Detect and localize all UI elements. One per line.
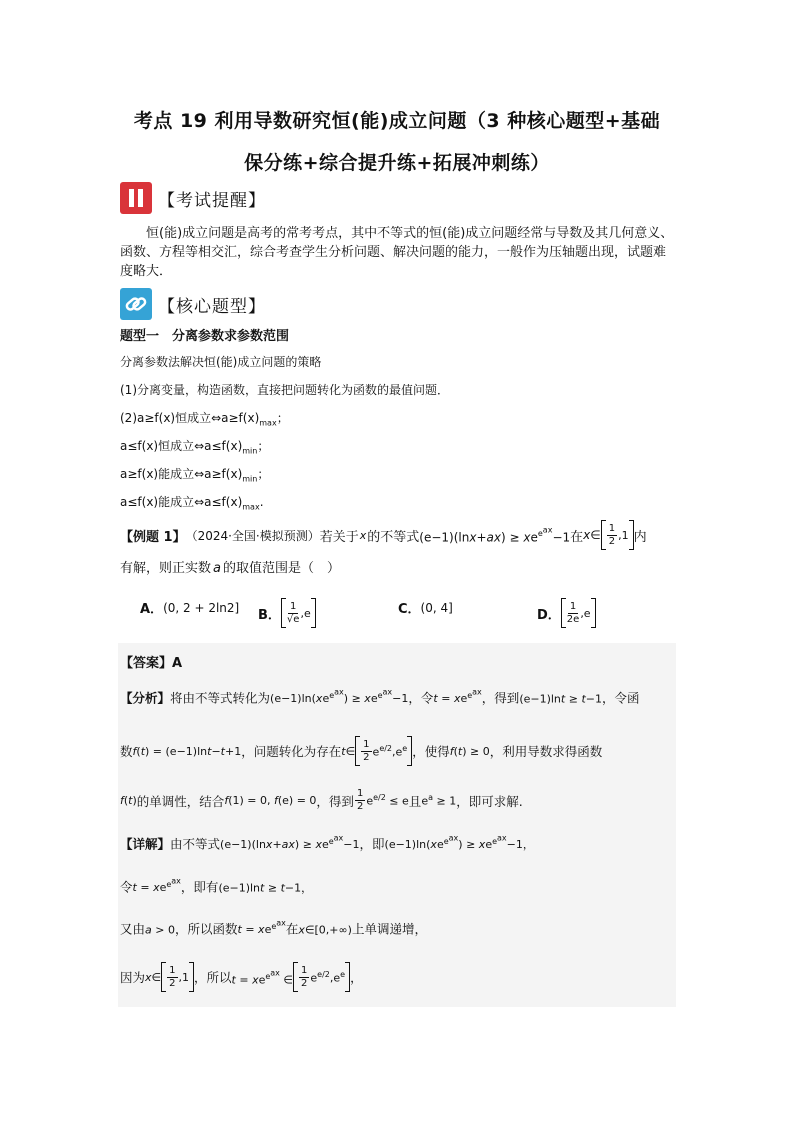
detail-t8: 上单调递增， (351, 921, 427, 937)
detail-t1: 由不等式 (170, 836, 221, 852)
pause-bars-icon (120, 182, 152, 214)
q1c: 在 (570, 529, 584, 545)
strategy-step-1: (1)分离变量，构造函数，直接把问题转化为函数的最值问题． (120, 383, 450, 397)
analysis-line-2: 数 f(t) = (e−1)lnt−t+1 ，问题转化为存在 t∈ $\frac{1}{2}$ $e^{e/2},e^e$ ，使得 f(t) ≥ 0 ，利用导数求得函数 (120, 736, 680, 766)
detail-t3: 令 (120, 879, 133, 895)
option-c[interactable] (398, 598, 453, 617)
example-question-line-2: 有解，则正实数 a 的取值范围是（ ） (120, 561, 340, 576)
step5-sub: max (242, 502, 260, 512)
analysis-t11: 且 (408, 793, 422, 809)
chain-link-icon (120, 288, 152, 320)
analysis-label: 【分析】 (120, 690, 171, 706)
option-b[interactable]: B． $\frac{1}{√e}$ ,e (258, 598, 316, 628)
step5-text: a≤f(x)能成立⇔a≤f(x) (120, 495, 243, 509)
analysis-t7: ，使得 (412, 744, 450, 759)
q1d: 内 (633, 529, 647, 545)
step2-text: (2)a≥f(x)恒成立⇔a≥f(x) (120, 411, 260, 425)
option-a-label: A． (140, 602, 164, 617)
analysis-t12: ，即可求解. (456, 793, 523, 809)
analysis-t2: ，令 (408, 690, 434, 706)
example-source: （2024·全国·模拟预测） (185, 528, 320, 543)
step2-semi: ； (276, 411, 289, 425)
detail-t2: ，即 (359, 836, 385, 852)
step5-dot: . (259, 495, 264, 509)
analysis-t1: 将由不等式转化为 (170, 690, 271, 706)
option-b-label: B． (258, 607, 281, 623)
strategy-title: 分离参数法解决恒(能)成立问题的策略 (120, 355, 322, 369)
option-c-label: C． (398, 602, 421, 617)
step3-text: a≤f(x)恒成立⇔a≤f(x) (120, 439, 243, 453)
option-a[interactable] (140, 598, 239, 617)
analysis-t5: 数 (120, 744, 133, 759)
step2-sub: max (259, 418, 277, 428)
reminder-paragraph: 恒(能)成立问题是高考的常考考点，其中不等式的恒(能)成立问题经常与导数及其几何意义、函数、方程等相交汇，综合考查学生分析问题、解决问题的能力，一般作为压轴题出现，试题难度略大． (120, 226, 674, 279)
title-line-2: 保分练+综合提升练+拓展冲刺练） (244, 152, 550, 174)
strategy-step-3 (120, 437, 680, 455)
detail-t6: ，所以函数 (174, 921, 238, 937)
detail-line-1: 【详解】由不等式$(e-1)(\ln x+ax) \ge xe^{e^{ax}}-1$，即$(e-1)\ln(xe^{e^{ax}}) \ge xe^{e^{ax}}-1$， (120, 833, 534, 852)
detail-t10: ，所以 (194, 970, 232, 985)
example-label: 【例题 1】 (120, 529, 186, 545)
option-a-value: (0, 2 + 2ln2] (163, 600, 240, 615)
example-question-line-1: 【例题 1】 （2024·全国·模拟预测） 若关于 x 的不等式 $(e-1)(\ln x+ax) \ge xe^{e^{ax}}-1$ 在 x∈ $\frac{1}{2}$ ,1 内 (120, 520, 680, 550)
detail-t5: 又由 (120, 921, 146, 937)
analysis-t3: ，得到 (481, 690, 520, 706)
title-line-1: 考点 19 利用导数研究恒(能)成立问题（3 种核心题型+基础 (133, 110, 661, 132)
answer-label: 【答案】 (120, 656, 173, 671)
strategy-step-5 (120, 493, 680, 511)
strategy-step-2 (120, 409, 680, 427)
detail-line-4: 因为 x∈ $\frac{1}{2}$ ,1 ，所以 $t = xe^{e^{ax}}$ ∈ $\frac{1}{2}$ $e^{e/2},e^e$ ， (120, 962, 680, 992)
detail-label: 【详解】 (120, 836, 171, 852)
section-label-core: 【核心题型】 (158, 296, 266, 317)
analysis-t9: 的单调性，结合 (136, 793, 225, 809)
detail-line-2: 令$t = xe^{e^{ax}}$，即有(e−1)lnt ≥ t−1， (120, 876, 313, 895)
q1a: 若关于 (319, 529, 359, 545)
section-label-reminder: 【考试提醒】 (158, 190, 266, 211)
step3-sub: min (242, 446, 258, 456)
analysis-t10: ，得到 (316, 793, 354, 809)
detail-t4: ，即有 (180, 879, 219, 895)
section-header-reminder (120, 182, 266, 214)
answer-value: A (172, 656, 183, 671)
detail-t9: 因为 (120, 970, 146, 985)
analysis-t8: ，利用导数求得函数 (489, 744, 603, 759)
step3-semi: ； (257, 439, 270, 453)
q2: 有解，则正实数 (120, 561, 212, 576)
answer-line (120, 652, 680, 671)
type1-heading: 题型一 分离参数求参数范围 (120, 329, 290, 344)
step4-text: a≥f(x)能成立⇔a≥f(x) (120, 467, 243, 481)
option-d-label: D． (537, 607, 561, 623)
strategy-step-4 (120, 465, 680, 483)
detail-line-3: 又由a > 0，所以函数$t = xe^{e^{ax}}$在x∈[0,+∞)上单调递增， (120, 918, 427, 937)
page-title (110, 100, 684, 184)
step4-semi: ； (257, 467, 270, 481)
section-header-core (120, 288, 266, 320)
analysis-t4: ，令函 (602, 690, 640, 706)
q1b: 的不等式 (367, 529, 420, 545)
analysis-line-3: f(t) 的单调性，结合 f(1) = 0, f(e) = 0 ，得到 $\frac{1}{2}$ $e^{e/2} \le e$ 且 $e^a \ge 1$ ，即可求解. (120, 788, 523, 812)
detail-t7: 在 (285, 921, 299, 937)
step4-sub: min (242, 474, 258, 484)
analysis-line-1: 【分析】将由不等式转化为$(e-1)\ln(xe^{e^{ax}}) \ge xe^{e^{ax}}-1$，令$t = xe^{e^{ax}}$，得到(e−1)lnt ≥ t−1，令函 (120, 687, 640, 706)
analysis-t6: ，问题转化为存在 (241, 744, 342, 759)
option-c-value: (0, 4] (420, 600, 453, 615)
option-d[interactable]: D． $\frac{1}{2e}$ ,e (537, 598, 596, 628)
q2b: 的取值范围是（ ） (222, 561, 340, 576)
